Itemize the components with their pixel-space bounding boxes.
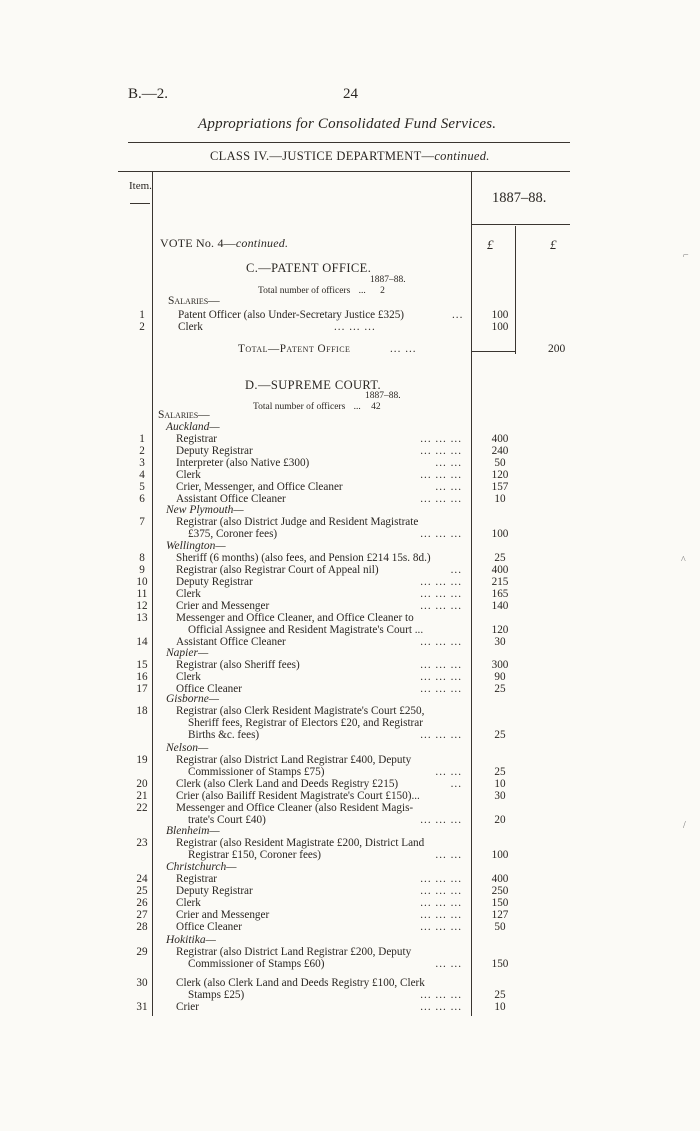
item-number: 29 — [136, 946, 148, 958]
item-description: Births &c. fees) — [188, 729, 260, 741]
item-number: 1 — [139, 309, 145, 321]
item-amount: 50 — [494, 921, 506, 933]
item-number: 6 — [139, 493, 145, 505]
table-row — [0, 1001, 700, 1013]
item-number: 31 — [136, 1001, 148, 1013]
patent-office-officers — [258, 286, 385, 296]
page-number: 24 — [343, 86, 358, 102]
item-amount: 25 — [494, 989, 506, 1001]
leader-dots: ... ... ... — [420, 588, 462, 600]
item-amount: 300 — [491, 659, 509, 671]
location-heading: Nelson— — [166, 742, 209, 754]
table-row — [0, 921, 700, 933]
item-number: 2 — [139, 321, 145, 333]
item-description: Assistant Office Cleaner — [176, 636, 286, 648]
table-row — [0, 671, 700, 683]
item-number: 15 — [136, 659, 148, 671]
item-number: 3 — [139, 457, 145, 469]
patent-office-year: 1887–88. — [370, 275, 406, 285]
item-amount: 120 — [491, 624, 509, 636]
supreme-court-officers — [253, 402, 381, 412]
item-number: 4 — [139, 469, 145, 481]
location-heading: Wellington— — [166, 540, 226, 552]
class-title — [210, 149, 490, 164]
item-description: Commissioner of Stamps £75) — [188, 766, 325, 778]
item-amount: 165 — [491, 588, 509, 600]
item-description: Clerk — [176, 897, 201, 909]
item-description: Stamps £25) — [188, 989, 245, 1001]
margin-mark: / — [683, 820, 686, 831]
location-heading: Gisborne— — [166, 693, 220, 705]
item-description: Deputy Registrar — [176, 576, 253, 588]
item-amount: 30 — [494, 790, 506, 802]
item-number: 18 — [136, 705, 148, 717]
document-reference: B.—2. — [128, 86, 169, 102]
table-row — [0, 989, 700, 1001]
supreme-court-year: 1887–88. — [365, 391, 401, 401]
item-description: Sheriff (6 months) (also fees, and Pension £214 15s. 8d.) — [176, 552, 431, 564]
item-description: trate's Court £40) — [188, 814, 266, 826]
class-title-main: CLASS IV.—JUSTICE DEPARTMENT— — [210, 149, 435, 163]
item-amount: 240 — [491, 445, 509, 457]
total-dots: ... ... — [390, 343, 417, 355]
leader-dots: ... ... ... — [420, 445, 462, 457]
item-number: 10 — [136, 576, 148, 588]
location-heading: New Plymouth— — [166, 504, 244, 516]
leader-dots: ... ... ... — [420, 469, 462, 481]
item-amount: 90 — [494, 671, 506, 683]
item-description: Registrar (also District Judge and Resident Magistrate — [176, 516, 419, 528]
leader-dots: ... ... ... — [420, 671, 462, 683]
item-description: Registrar (also Sheriff fees) — [176, 659, 300, 671]
patent-total-rule — [471, 351, 516, 352]
table-row — [0, 636, 700, 648]
table-row — [0, 433, 700, 445]
margin-mark: ^ — [681, 555, 686, 566]
item-amount: 120 — [491, 469, 509, 481]
item-description: Assistant Office Cleaner — [176, 493, 286, 505]
item-description: Registrar (also Clerk Resident Magistrate's Court £250, — [176, 705, 425, 717]
item-description: Crier (also Bailiff Resident Magistrate's Court £150)... — [176, 790, 420, 802]
item-number: 28 — [136, 921, 148, 933]
officers-label: Total number of officers — [253, 402, 346, 412]
item-amount: 25 — [494, 729, 506, 741]
item-number: 12 — [136, 600, 148, 612]
supreme-salaries-label: Salaries— — [158, 409, 210, 421]
leader-dots: ... — [450, 778, 462, 790]
item-description: Deputy Registrar — [176, 445, 253, 457]
item-number: 14 — [136, 636, 148, 648]
item-number: 20 — [136, 778, 148, 790]
header-rule-bottom — [118, 171, 570, 172]
officers-label: Total number of officers — [258, 286, 351, 296]
leader-dots: ... ... — [435, 766, 462, 778]
item-amount: 25 — [494, 766, 506, 778]
table-row — [0, 977, 700, 989]
item-description: Registrar (also District Land Registrar £400, Deputy — [176, 754, 412, 766]
item-description: Office Cleaner — [176, 921, 242, 933]
item-amount: 25 — [494, 552, 506, 564]
patent-office-title: C.—PATENT OFFICE. — [246, 261, 372, 275]
leader-dots: ... ... ... — [420, 897, 462, 909]
item-number: 7 — [139, 516, 145, 528]
item-amount: 157 — [491, 481, 509, 493]
item-description: Interpreter (also Native £300) — [176, 457, 310, 469]
item-description: Office Cleaner — [176, 683, 242, 695]
currency-symbol-right: £ — [550, 237, 557, 252]
item-description: Clerk — [176, 469, 201, 481]
page-title: Appropriations for Consolidated Fund Services. — [198, 116, 497, 132]
table-row — [0, 717, 700, 729]
officers-dots: ... — [358, 286, 366, 296]
table-row — [0, 528, 700, 540]
leader-dots: ... ... ... — [420, 493, 462, 505]
item-amount: 100 — [491, 849, 509, 861]
table-row — [0, 729, 700, 741]
item-description: Official Assignee and Resident Magistrate's Court ... — [188, 624, 424, 636]
patent-salaries-label: Salaries— — [168, 295, 220, 307]
year-header-underline — [471, 224, 570, 225]
item-number: 9 — [139, 564, 145, 576]
leader-dots: ... ... ... — [420, 921, 462, 933]
table-row — [0, 837, 700, 849]
item-amount: 10 — [494, 493, 506, 505]
item-description: Messenger and Office Cleaner, and Office Cleaner to — [176, 612, 414, 624]
vote-heading-continued: continued. — [235, 236, 289, 250]
location-heading: Blenheim— — [166, 825, 220, 837]
table-row — [0, 958, 700, 970]
item-number: 2 — [139, 445, 145, 457]
total-amount: 200 — [548, 343, 566, 355]
item-amount: 50 — [494, 457, 506, 469]
table-row — [0, 624, 700, 636]
vote-heading — [160, 236, 288, 251]
item-description: Crier and Messenger — [176, 909, 270, 921]
supreme-court-title: D.—SUPREME COURT. — [245, 378, 382, 392]
item-number: 21 — [136, 790, 148, 802]
leader-dots: ... ... ... — [420, 683, 462, 695]
item-number: 13 — [136, 612, 148, 624]
leader-dots: ... ... — [435, 849, 462, 861]
table-row — [0, 766, 700, 778]
table-row — [0, 469, 700, 481]
leader-dots: ... ... ... — [420, 636, 462, 648]
total-label: Total—Patent Office — [238, 343, 351, 355]
leader-dots: ... ... ... — [420, 576, 462, 588]
item-amount: 127 — [491, 909, 509, 921]
item-number: 22 — [136, 802, 148, 814]
item-amount: 215 — [491, 576, 509, 588]
item-amount: 250 — [491, 885, 509, 897]
table-row — [0, 705, 700, 717]
item-amount: 30 — [494, 636, 506, 648]
table-row — [0, 552, 700, 564]
item-description: Registrar (also District Land Registrar £200, Deputy — [176, 946, 412, 958]
year-column-header: 1887–88. — [492, 190, 547, 206]
table-row — [0, 897, 700, 909]
item-number: 1 — [139, 433, 145, 445]
table-row — [0, 493, 700, 505]
location-heading: Auckland— — [166, 421, 220, 433]
item-number: 26 — [136, 897, 148, 909]
table-row — [0, 481, 700, 493]
table-row — [0, 659, 700, 671]
table-row — [0, 457, 700, 469]
leader-dots: ... — [450, 564, 462, 576]
leader-dots: ... ... ... — [420, 885, 462, 897]
leader-dots: ... ... ... — [420, 729, 462, 741]
item-description: Clerk (also Clerk Land and Deeds Registry £100, Clerk — [176, 977, 425, 989]
item-number: 19 — [136, 754, 148, 766]
header-rule-top — [128, 142, 570, 143]
item-amount: 20 — [494, 814, 506, 826]
item-description: Registrar — [176, 873, 218, 885]
table-row — [0, 778, 700, 790]
leader-dots: ... ... ... — [420, 528, 462, 540]
table-row — [0, 576, 700, 588]
item-description: Registrar (also Resident Magistrate £200, District Land — [176, 837, 425, 849]
item-description: Deputy Registrar — [176, 885, 253, 897]
item-header-underline — [130, 203, 150, 204]
item-amount: 400 — [491, 433, 509, 445]
item-description: Crier — [176, 1001, 199, 1013]
table-row — [0, 849, 700, 861]
table-row — [0, 946, 700, 958]
leader-dots: ... ... ... — [420, 1001, 462, 1013]
item-amount: 10 — [494, 1001, 506, 1013]
item-description: Clerk — [178, 321, 203, 333]
item-description: Registrar (also Registrar Court of Appeal nil) — [176, 564, 379, 576]
leader-dots: ... ... — [435, 457, 462, 469]
table-row — [0, 802, 700, 814]
leader-dots: ... ... ... — [420, 433, 462, 445]
item-amount: 150 — [491, 958, 509, 970]
table-row — [0, 309, 700, 321]
amount-column-mid-divider — [515, 226, 516, 354]
table-row — [0, 683, 700, 695]
item-number: 30 — [136, 977, 148, 989]
leader-dots: ... ... ... — [420, 873, 462, 885]
leader-dots: ... ... — [435, 958, 462, 970]
item-description: Crier and Messenger — [176, 600, 270, 612]
leader-dots: ... ... ... — [334, 321, 376, 333]
table-row — [0, 321, 700, 333]
item-number: 27 — [136, 909, 148, 921]
table-row — [0, 516, 700, 528]
item-description: Clerk — [176, 588, 201, 600]
leader-dots: ... — [452, 309, 464, 321]
table-row — [0, 600, 700, 612]
item-description: Clerk — [176, 671, 201, 683]
item-amount: 140 — [491, 600, 509, 612]
item-description: Crier, Messenger, and Office Cleaner — [176, 481, 343, 493]
table-row — [0, 885, 700, 897]
item-number: 5 — [139, 481, 145, 493]
item-description: Registrar £150, Coroner fees) — [188, 849, 321, 861]
item-number: 24 — [136, 873, 148, 885]
table-row — [0, 612, 700, 624]
item-description: Sheriff fees, Registrar of Electors £20, and Registrar — [188, 717, 423, 729]
item-description: Registrar — [176, 433, 218, 445]
location-heading: Hokitika— — [166, 934, 216, 946]
item-amount: 400 — [491, 873, 509, 885]
leader-dots: ... ... ... — [420, 600, 462, 612]
item-number: 17 — [136, 683, 148, 695]
item-amount: 25 — [494, 683, 506, 695]
item-number: 8 — [139, 552, 145, 564]
item-description: Clerk (also Clerk Land and Deeds Registry £215) — [176, 778, 399, 790]
table-row — [0, 588, 700, 600]
table-row — [0, 445, 700, 457]
item-description: Patent Officer (also Under-Secretary Justice £325) — [178, 309, 405, 321]
officers-count: 2 — [380, 286, 385, 296]
table-row — [0, 564, 700, 576]
item-amount: 150 — [491, 897, 509, 909]
officers-dots: ... — [353, 402, 361, 412]
vote-heading-main: VOTE No. 4— — [160, 236, 236, 250]
location-heading: Christchurch— — [166, 861, 237, 873]
item-amount: 100 — [491, 321, 509, 333]
item-amount: 10 — [494, 778, 506, 790]
location-heading: Napier— — [166, 647, 209, 659]
item-amount: 100 — [491, 528, 509, 540]
leader-dots: ... ... — [435, 481, 462, 493]
item-number: 25 — [136, 885, 148, 897]
leader-dots: ... ... ... — [420, 659, 462, 671]
item-amount: 100 — [491, 309, 509, 321]
leader-dots: ... ... ... — [420, 814, 462, 826]
item-amount: 400 — [491, 564, 509, 576]
margin-mark: ⌐ — [683, 250, 689, 261]
leader-dots: ... ... ... — [420, 989, 462, 1001]
item-description: Commissioner of Stamps £60) — [188, 958, 325, 970]
leader-dots: ... ... ... — [420, 909, 462, 921]
item-number: 23 — [136, 837, 148, 849]
item-number: 16 — [136, 671, 148, 683]
table-row — [0, 790, 700, 802]
item-column-header: Item. — [129, 180, 152, 192]
class-title-continued: continued. — [434, 149, 490, 163]
table-row — [0, 754, 700, 766]
currency-symbol-left: £ — [487, 237, 494, 252]
table-row — [0, 873, 700, 885]
officers-count: 42 — [371, 402, 381, 412]
item-number: 11 — [136, 588, 148, 600]
item-description: £375, Coroner fees) — [188, 528, 278, 540]
table-row — [0, 909, 700, 921]
item-description: Messenger and Office Cleaner (also Resident Magis- — [176, 802, 414, 814]
table-row — [0, 814, 700, 826]
